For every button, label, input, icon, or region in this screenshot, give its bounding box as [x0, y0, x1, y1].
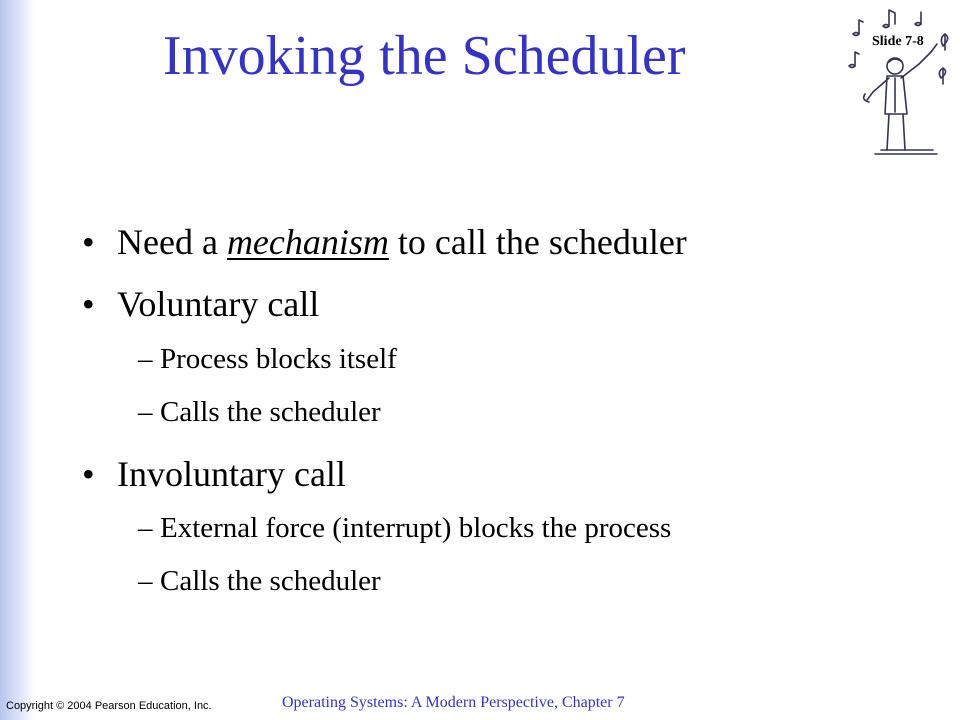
bullet-marker: • — [82, 454, 95, 494]
bullet-marker: • — [82, 222, 95, 262]
sub-bullet-marker: – — [138, 512, 153, 544]
bullet-emphasis: mechanism — [226, 222, 389, 262]
sub-bullet-item — [138, 512, 672, 544]
copyright-notice: Copyright © 2004 Pearson Education, Inc. — [6, 700, 212, 712]
bullet-item — [82, 454, 346, 494]
slide-title: Invoking the Scheduler — [163, 25, 686, 87]
music-note-icon — [941, 34, 947, 50]
sub-bullet-marker: – — [138, 343, 153, 375]
music-note-icon — [939, 68, 945, 84]
music-note-icon — [915, 12, 921, 26]
music-note-icon — [883, 10, 895, 28]
sub-bullet-text: Calls the scheduler — [160, 565, 381, 597]
sub-bullet-item — [138, 343, 397, 375]
bullet-text: Involuntary call — [117, 454, 346, 494]
bullet-text: Need a — [117, 222, 227, 262]
bullet-item — [82, 284, 320, 324]
sub-bullet-item — [138, 565, 381, 597]
left-gradient-bar — [0, 0, 34, 720]
music-note-icon — [853, 20, 863, 36]
bullet-item — [82, 222, 687, 262]
sub-bullet-marker: – — [138, 396, 153, 428]
sub-bullet-marker: – — [138, 565, 153, 597]
music-note-icon — [849, 52, 859, 68]
bullet-text: to call the scheduler — [388, 222, 687, 262]
sub-bullet-item — [138, 396, 381, 428]
sub-bullet-text: External force (interrupt) blocks the process — [160, 512, 672, 544]
conductor-logo-icon — [845, 4, 957, 164]
bullet-marker: • — [82, 284, 95, 324]
slide-number: Slide 7-8 — [872, 34, 924, 49]
sub-bullet-text: Process blocks itself — [160, 343, 397, 375]
book-footer: Operating Systems: A Modern Perspective, Chapter 7 — [282, 694, 625, 711]
sub-bullet-text: Calls the scheduler — [160, 396, 381, 428]
bullet-text: Voluntary call — [117, 284, 320, 324]
